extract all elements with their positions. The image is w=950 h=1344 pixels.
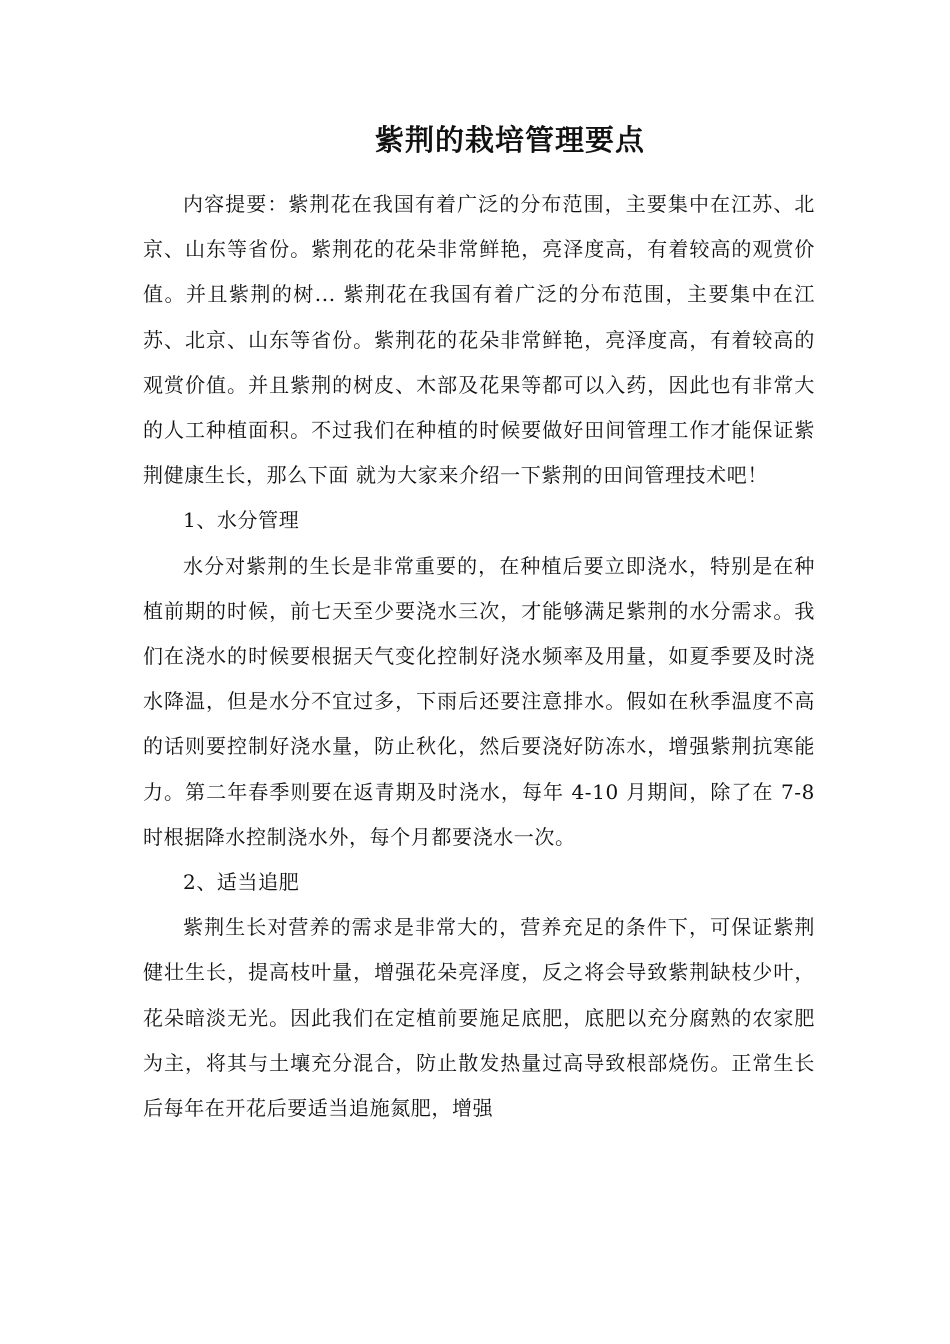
document-title: 紫荆的栽培管理要点 [374, 123, 645, 157]
section-text-fertilizer: 紫荆生长对营养的需求是非常大的，营养充足的条件下，可保证紫荆健壮生长，提高枝叶量，增强花朵亮泽度，反之将会导致紫荆缺枝少叶，花朵暗淡无光。因此我们在定植前要施足底肥，底肥以充分腐熟的农家肥为主，将其与土壤充分混合，防止散发热量过高导致根部烧伤。正常生长后每年在开花后要适当追施氮肥，增强 [143, 915, 815, 1121]
section-heading-fertilizer: 2、适当追肥 [183, 870, 300, 895]
document-body [143, 182, 815, 1131]
section-text-water: 水分对紫荆的生长是非常重要的，在种植后要立即浇水，特别是在种植前期的时候，前七天至少要浇水三次，才能够满足紫荆的水分需求。我们在浇水的时候要根据天气变化控制好浇水频率及用量，如夏季要及时浇水降温，但是水分不宜过多，下雨后还要注意排水。假如在秋季温度不高的话则要控制好浇水量，防止秋化，然后要浇好防冻水，增强紫荆抗寒能力。第二年春季则要在返青期及时浇水，每年 4-10 月期间，除了在 7-8 时根据降水控制浇水外，每个月都要浇水一次。 [143, 553, 815, 849]
section-heading-water: 1、水分管理 [183, 508, 300, 533]
intro-paragraph: 内容提要：紫荆花在我国有着广泛的分布范围，主要集中在江苏、北京、山东等省份。紫荆花的花朵非常鲜艳，亮泽度高，有着较高的观赏价值。并且紫荆的树... 紫荆花在我国有着广泛的分布范围，主要集中在江苏、北京、山东等省份。紫荆花的花朵非常鲜艳，亮泽度高，有着较高的观赏价值。并且紫荆的树皮、木部及花果等都可以入药，因此也有非常大的人工种植面积。不过我们在种植的时候要做好田间管理工作才能保证紫荆健康生长，那么下面 就为大家来介绍一下紫荆的田间管理技术吧！ [143, 192, 815, 488]
